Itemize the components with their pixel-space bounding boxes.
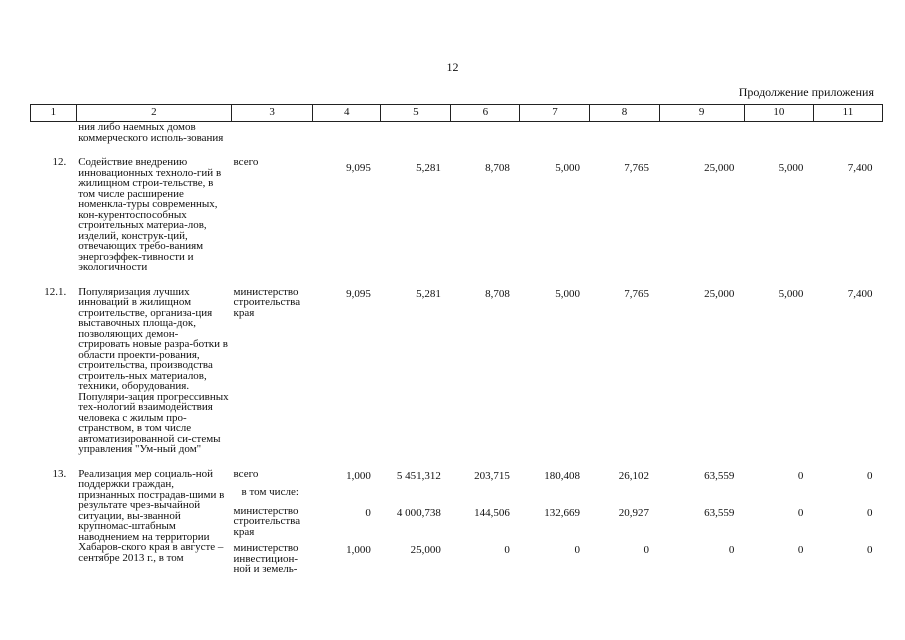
- value-cell: 7,400: [847, 162, 873, 174]
- value-cell: 7,765: [624, 162, 650, 174]
- row-description: Популяризация лучших инноваций в жилищном строительстве, организа-ция выставочных площа-док, позволяющих демон-стрировать новые разра-ботки в области проекти-рования, строительства, производства строитель-ных материалов, техники, оборудования. Популяри-зация прогрессивных тех-нологий взаимодействия человека с жилым про-странством, в том числе автоматизированной си-стемы управления "Ум-ный дом": [78, 285, 229, 455]
- header-cell: 6: [451, 105, 520, 122]
- value-cell: 63,559: [704, 506, 735, 519]
- row-number: 12.1.: [44, 285, 67, 298]
- header-cell: 4: [313, 105, 381, 122]
- row-sub-label: министерство строительства края: [233, 285, 301, 319]
- table-row: [31, 122, 883, 144]
- header-cell: 10: [744, 105, 813, 122]
- header-cell: 9: [659, 105, 744, 122]
- row-sub-label: министерство строительства края: [233, 504, 301, 538]
- value-cell: 5,000: [778, 287, 804, 300]
- row-number: [31, 122, 77, 144]
- value-cell: 4 000,738: [396, 506, 441, 519]
- value-cell: 0: [867, 506, 873, 519]
- page-number: 12: [446, 60, 459, 74]
- value-cell: 0: [797, 544, 804, 556]
- header-cell: 3: [232, 105, 313, 122]
- row-sub-label: всего: [233, 467, 259, 480]
- value-cell: 5,281: [416, 162, 441, 174]
- value-cell: 5,281: [416, 287, 441, 300]
- value-cell: 8,708: [485, 162, 510, 174]
- table-row: [31, 287, 883, 455]
- value-cell: 0: [867, 469, 873, 482]
- value-cell: 0: [797, 506, 804, 519]
- value-cell: 0: [643, 544, 650, 556]
- row-number: 13.: [52, 467, 67, 480]
- value-cell: 25,000: [704, 162, 735, 174]
- value-cell: 7,765: [624, 287, 650, 300]
- value-cell: 0: [574, 544, 580, 556]
- header-cell: 5: [381, 105, 451, 122]
- header-cell: 1: [31, 105, 77, 122]
- program-table: [30, 104, 883, 575]
- value-cell: 0: [504, 544, 510, 556]
- value-cell: 63,559: [704, 469, 735, 482]
- header-row: [31, 105, 883, 122]
- header-cell: 11: [813, 105, 882, 122]
- row-sub-label: министерство инвестицион-ной и земель-: [233, 542, 299, 575]
- value-cell: 5,000: [778, 162, 804, 174]
- value-cell: 5,000: [555, 162, 580, 174]
- row-sub-label: всего: [233, 156, 259, 168]
- row-description: Реализация мер социаль-ной поддержки граждан, признанных пострадав-шими в результате чрез-вычайной ситуации, вы-званной крупномас-штабным наводнением на территории Хабаров-ского края в августе – сентябре 2013 г., в том: [78, 467, 225, 564]
- value-cell: 25,000: [704, 287, 735, 300]
- value-cell: 9,095: [346, 162, 371, 174]
- value-cell: 1,000: [346, 469, 371, 482]
- value-cell: 1,000: [346, 544, 371, 556]
- value-cell: 0: [867, 544, 873, 556]
- continuation-label: Продолжение приложения: [738, 85, 874, 99]
- value-cell: 5 451,312: [396, 469, 441, 482]
- value-cell: 8,708: [485, 287, 510, 300]
- value-cell: 9,095: [346, 287, 371, 300]
- value-cell: 5,000: [555, 287, 580, 300]
- value-cell: 0: [728, 544, 735, 556]
- table-row: [31, 469, 883, 482]
- value-cell: 180,408: [544, 469, 580, 482]
- value-cell: 25,000: [410, 544, 441, 556]
- value-cell: 144,506: [474, 506, 510, 519]
- value-cell: 7,400: [847, 287, 873, 300]
- row-description: Содействие внедрению инновационных техноло-гий в жилищном строи-тельстве, в том числе расширение номенкла-туры современных, кон-курентоспособных строительных материа-лов, изделий, конструк-ций, отвечающих требо-ваниям энергоэффек-тивности и экологичности: [78, 156, 222, 273]
- value-cell: 132,669: [544, 506, 580, 519]
- table-row: [31, 157, 883, 273]
- row-description: ния либо наемных домов коммерческого исполь-зования: [78, 121, 224, 144]
- value-cell: 203,715: [474, 469, 510, 482]
- row-number: 12.: [52, 156, 67, 168]
- value-cell: 20,927: [618, 506, 650, 519]
- row-sub-label: в том числе:: [241, 486, 299, 498]
- value-cell: 26,102: [618, 469, 650, 482]
- header-cell: 8: [590, 105, 659, 122]
- value-cell: 0: [797, 469, 804, 482]
- header-cell: 2: [76, 105, 231, 122]
- header-cell: 7: [520, 105, 590, 122]
- value-cell: 0: [365, 506, 371, 519]
